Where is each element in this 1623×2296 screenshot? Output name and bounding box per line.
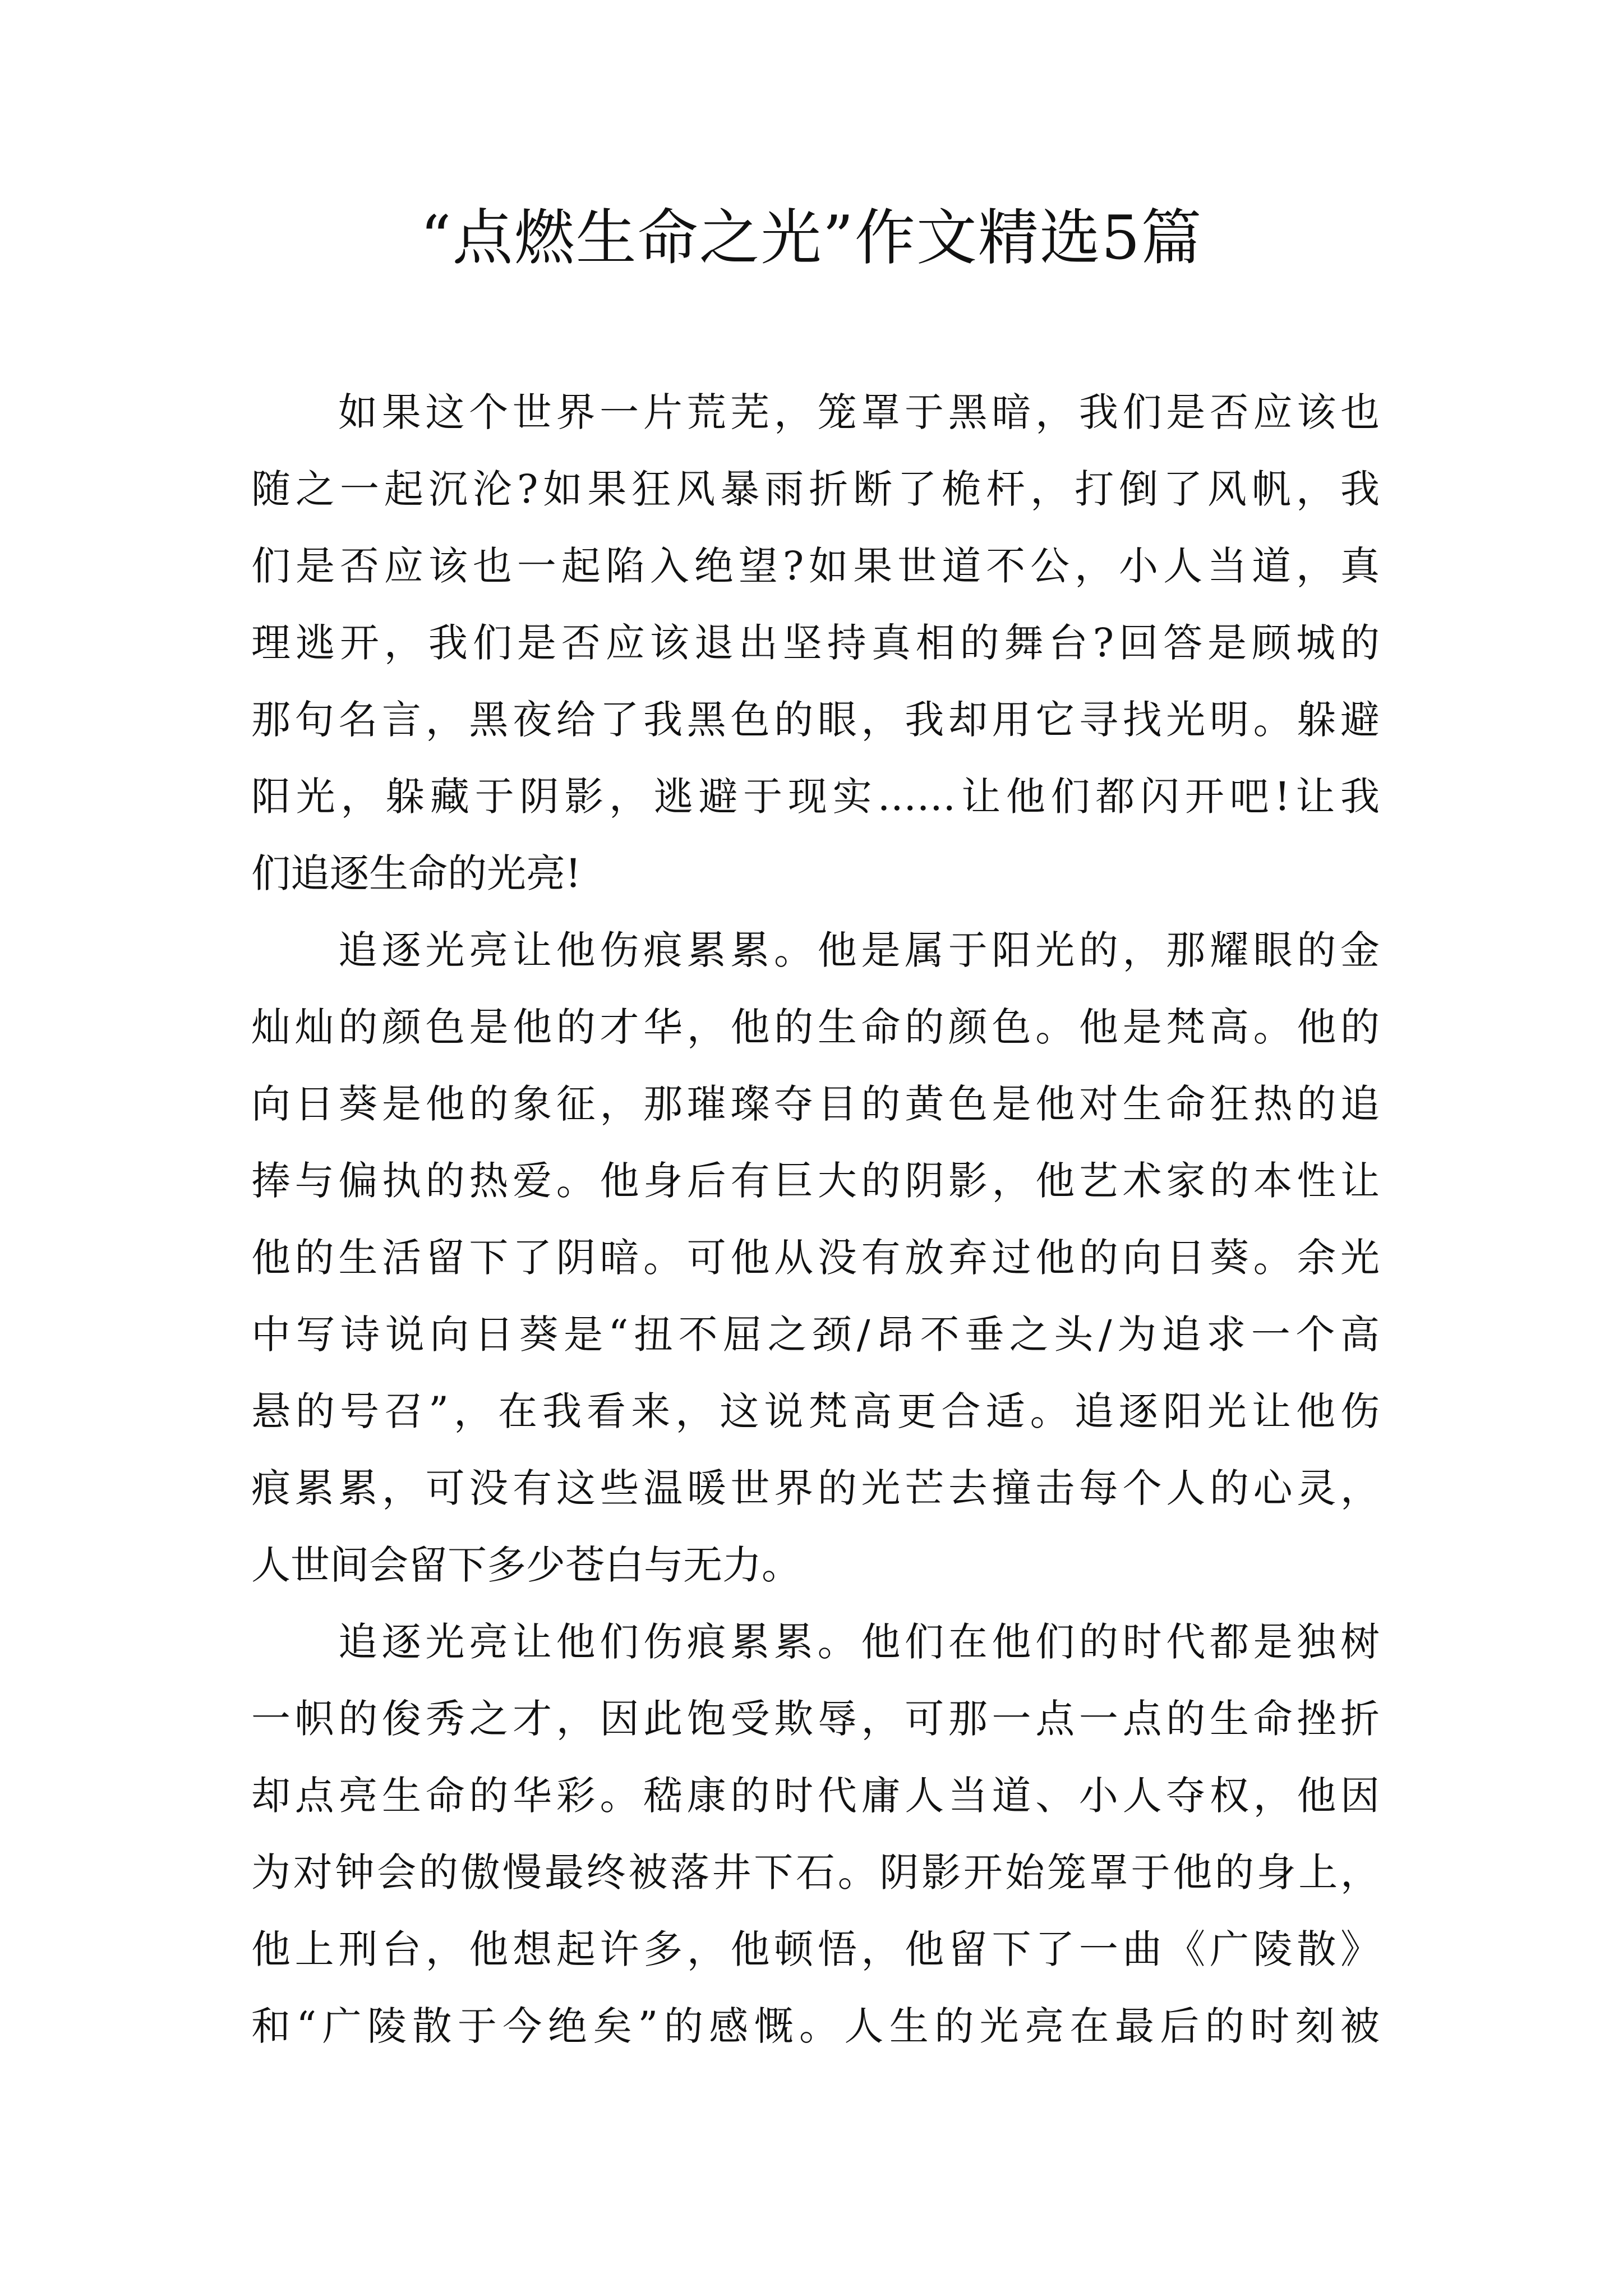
paragraph-3-line-6: 和“广陵散于今绝矣”的感慨。人生的光亮在最后的时刻被	[251, 2003, 1380, 2049]
paragraph-2-line-7: 悬的号召”，在我看来，这说梵高更合适。追逐阳光让他伤	[251, 1388, 1380, 1434]
paragraph-2-line-3: 向日葵是他的象征，那璀璨夺目的黄色是他对生命狂热的追	[251, 1081, 1380, 1127]
paragraph-3-line-1: 追逐光亮让他们伤痕累累。他们在他们的时代都是独树	[338, 1619, 1380, 1665]
paragraph-3-line-3: 却点亮生命的华彩。嵇康的时代庸人当道、小人夺权，他因	[251, 1773, 1380, 1819]
paragraph-1-line-4: 理逃开，我们是否应该退出坚持真相的舞台?回答是顾城的	[251, 620, 1380, 666]
paragraph-3-line-5: 他上刑台，他想起许多，他顿悟，他留下了一曲《广陵散》	[251, 1926, 1380, 1972]
paragraph-2-line-5: 他的生活留下了阴暗。可他从没有放弃过他的向日葵。余光	[251, 1235, 1380, 1281]
paragraph-1-line-2: 随之一起沉沦?如果狂风暴雨折断了桅杆，打倒了风帆，我	[251, 466, 1380, 512]
document-title: “点燃生命之光”作文精选5篇	[420, 203, 1203, 273]
paragraph-2-line-1: 追逐光亮让他伤痕累累。他是属于阳光的，那耀眼的金	[338, 927, 1380, 973]
paragraph-2-line-9: 人世间会留下多少苍白与无力。	[251, 1542, 801, 1588]
paragraph-3-line-4: 为对钟会的傲慢最终被落井下石。阴影开始笼罩于他的身上，	[251, 1849, 1380, 1895]
paragraph-1-line-7: 们追逐生命的光亮!	[251, 850, 582, 896]
paragraph-1-line-3: 们是否应该也一起陷入绝望?如果世道不公，小人当道，真	[251, 543, 1380, 589]
paragraph-2-line-4: 捧与偏执的热爱。他身后有巨大的阴影，他艺术家的本性让	[251, 1158, 1380, 1204]
paragraph-2-line-8: 痕累累，可没有这些温暖世界的光芒去撞击每个人的心灵，	[251, 1465, 1380, 1511]
paragraph-1-line-6: 阳光，躲藏于阴影，逃避于现实……让他们都闪开吧!让我	[251, 774, 1380, 820]
paragraph-1-line-5: 那句名言，黑夜给了我黑色的眼，我却用它寻找光明。躲避	[251, 697, 1380, 743]
paragraph-2-line-6: 中写诗说向日葵是“扭不屈之颈/昂不垂之头/为追求一个高	[251, 1312, 1380, 1358]
paragraph-2-line-2: 灿灿的颜色是他的才华，他的生命的颜色。他是梵高。他的	[251, 1004, 1380, 1050]
paragraph-3-line-2: 一帜的俊秀之才，因此饱受欺辱，可那一点一点的生命挫折	[251, 1696, 1380, 1742]
paragraph-1-line-1: 如果这个世界一片荒芜，笼罩于黑暗，我们是否应该也	[338, 389, 1380, 435]
